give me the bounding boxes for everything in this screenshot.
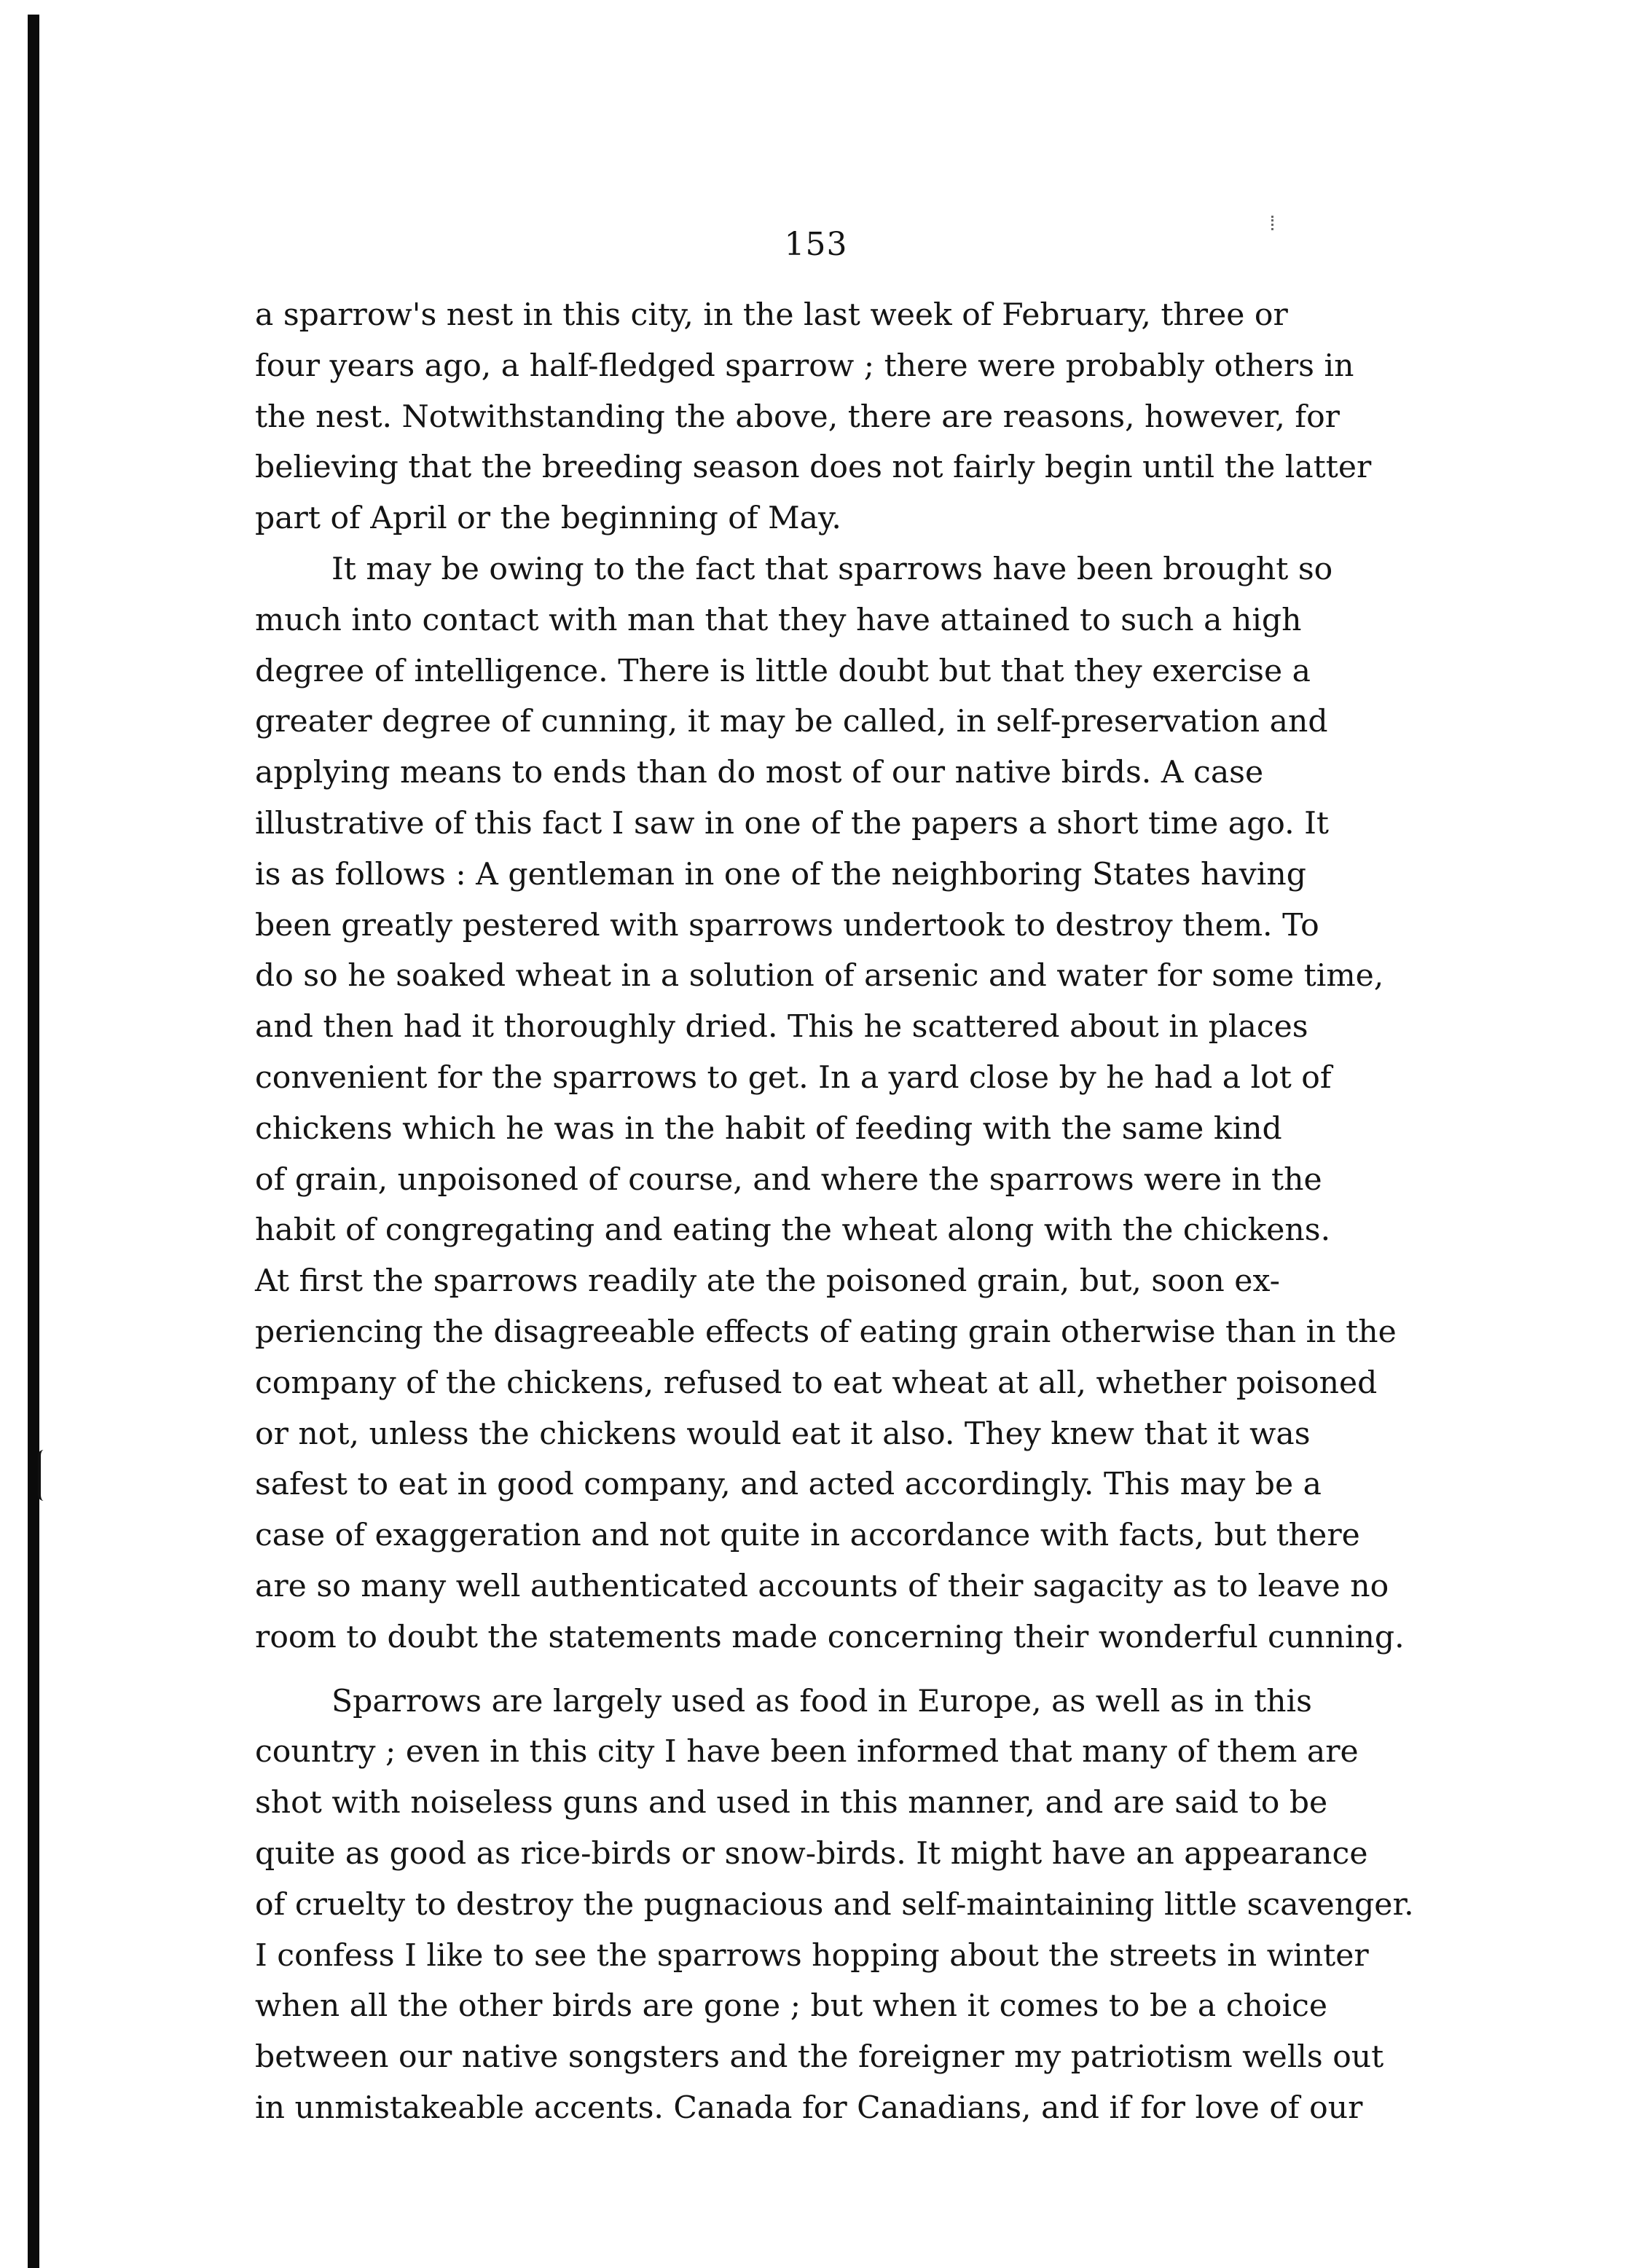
text-line: been greatly pestered with sparrows undertook to destroy them. To xyxy=(255,907,1319,943)
text-line: country ; even in this city I have been informed that many of them are xyxy=(255,1734,1359,1770)
text-line: periencing the disagreeable effects of eating grain otherwise than in the xyxy=(255,1314,1397,1350)
text-line: do so he soaked wheat in a solution of arsenic and water for some time, xyxy=(255,958,1384,994)
page-number: 153 xyxy=(784,226,848,263)
text-line: room to doubt the statements made concerning their wonderful cunning. xyxy=(255,1619,1405,1655)
binding-edge xyxy=(28,15,39,2268)
text-line: a sparrow's nest in this city, in the last week of February, three or xyxy=(255,297,1288,333)
text-line: are so many well authenticated accounts of their sagacity as to leave no xyxy=(255,1568,1389,1604)
text-line: between our native songsters and the foreigner my patriotism wells out xyxy=(255,2039,1384,2076)
text-line: convenient for the sparrows to get. In a yard close by he had a lot of xyxy=(255,1059,1332,1096)
text-line: It may be owing to the fact that sparrows have been brought so xyxy=(331,551,1333,587)
text-line: greater degree of cunning, it may be called, in self-preservation and xyxy=(255,704,1328,740)
text-line: much into contact with man that they have attained to such a high xyxy=(255,602,1302,638)
margin-bracket-mark xyxy=(38,1450,48,1501)
text-line: four years ago, a half-fledged sparrow ; there were probably others in xyxy=(255,348,1354,384)
text-line: applying means to ends than do most of our native birds. A case xyxy=(255,755,1264,791)
text-line: shot with noiseless guns and used in this manner, and are said to be xyxy=(255,1785,1328,1821)
text-line: when all the other birds are gone ; but when it comes to be a choice xyxy=(255,1988,1328,2025)
text-line: in unmistakeable accents. Canada for Canadians, and if for love of our xyxy=(255,2090,1363,2126)
text-line: safest to eat in good company, and acted accordingly. This may be a xyxy=(255,1467,1322,1503)
text-line: quite as good as rice-birds or snow-birds. It might have an appearance xyxy=(255,1835,1368,1872)
text-line: illustrative of this fact I saw in one of the papers a short time ago. It xyxy=(255,805,1330,841)
text-line: I confess I like to see the sparrows hopping about the streets in winter xyxy=(255,1937,1369,1974)
text-line: At first the sparrows readily ate the poisoned grain, but, soon ex- xyxy=(255,1263,1281,1300)
text-line: Sparrows are largely used as food in Europe, as well as in this xyxy=(331,1683,1312,1719)
text-line: habit of congregating and eating the wheat along with the chickens. xyxy=(255,1212,1331,1249)
text-line: and then had it thoroughly dried. This he scattered about in places xyxy=(255,1009,1308,1045)
text-line: the nest. Notwithstanding the above, there are reasons, however, for xyxy=(255,399,1340,435)
text-line: degree of intelligence. There is little doubt but that they exercise a xyxy=(255,653,1311,689)
text-line: of grain, unpoisoned of course, and where the sparrows were in the xyxy=(255,1161,1322,1198)
paragraph-gap xyxy=(255,1663,1366,1676)
text-line: company of the chickens, refused to eat wheat at all, whether poisoned xyxy=(255,1365,1378,1401)
paragraph-3 xyxy=(255,1676,1414,2134)
paragraph-1 xyxy=(255,290,1372,544)
text-line: part of April or the beginning of May. xyxy=(255,501,841,537)
page-speck xyxy=(1271,216,1276,230)
text-line: of cruelty to destroy the pugnacious and self-maintaining little scavenger. xyxy=(255,1886,1414,1923)
text-line: is as follows : A gentleman in one of the neighboring States having xyxy=(255,856,1306,892)
text-line: or not, unless the chickens would eat it also. They knew that it was xyxy=(255,1416,1311,1452)
paragraph-2 xyxy=(255,544,1405,1663)
text-line: case of exaggeration and not quite in accordance with facts, but there xyxy=(255,1518,1360,1554)
text-line: chickens which he was in the habit of feeding with the same kind xyxy=(255,1110,1282,1147)
body-text xyxy=(255,290,1414,2134)
text-line: believing that the breeding season does not fairly begin until the latter xyxy=(255,450,1372,486)
